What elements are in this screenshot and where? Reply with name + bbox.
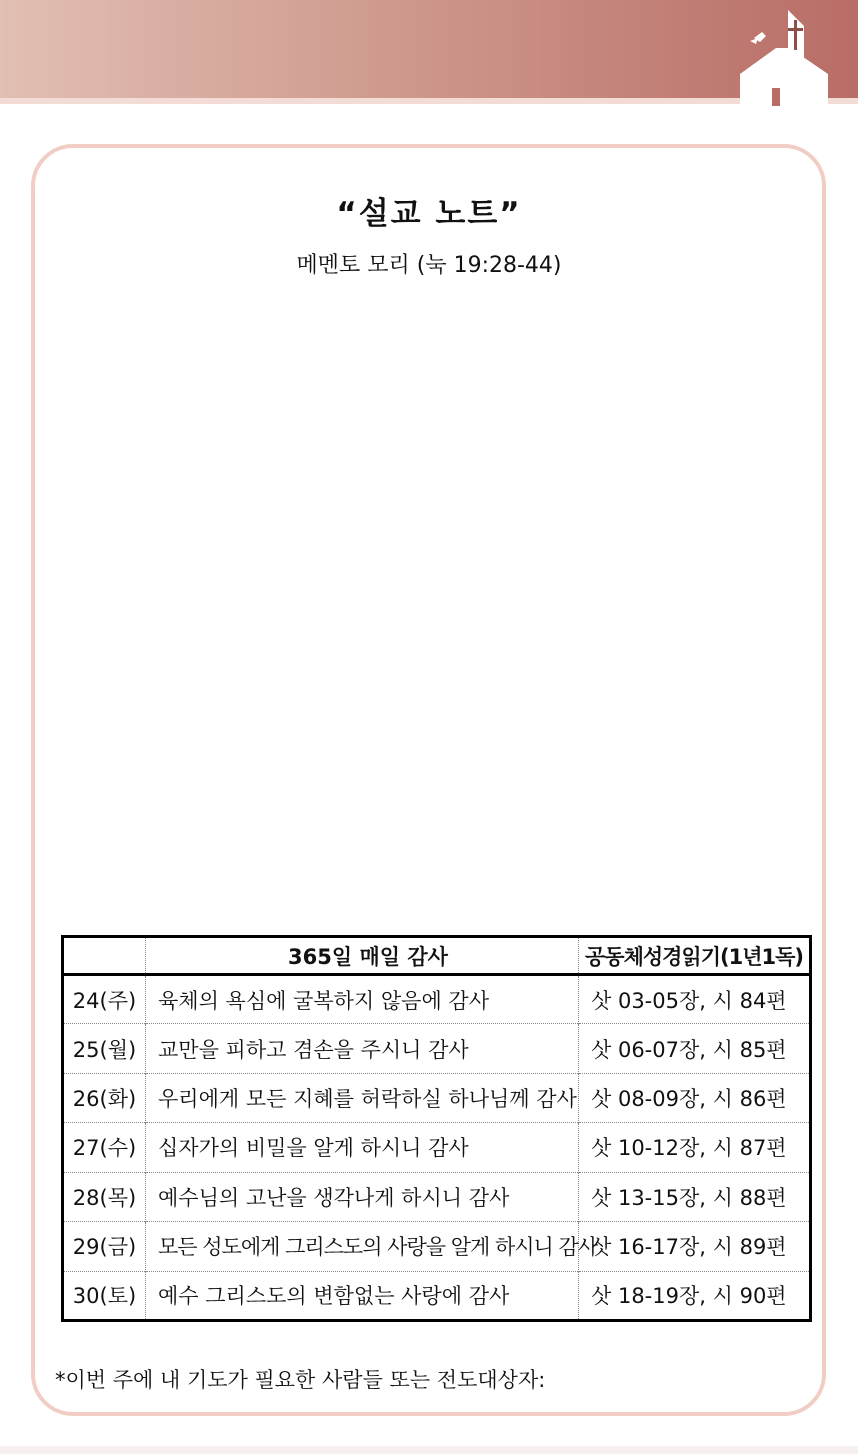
day-cell: 30(토) <box>63 1271 146 1320</box>
thanks-cell: 육체의 욕심에 굴복하지 않음에 감사 <box>146 975 579 1024</box>
weekly-schedule-table <box>61 935 812 1322</box>
footer-divider <box>0 1446 858 1454</box>
header-day <box>63 937 146 975</box>
page-title: “설교 노트” <box>336 196 522 232</box>
reading-cell: 삿 10-12장, 시 87편 <box>579 1123 811 1172</box>
table-row <box>63 1073 811 1122</box>
table-row <box>63 1271 811 1320</box>
thanks-cell: 예수 그리스도의 변함없는 사랑에 감사 <box>146 1271 579 1320</box>
reading-cell: 삿 13-15장, 시 88편 <box>579 1172 811 1221</box>
thanks-cell: 예수님의 고난을 생각나게 하시니 감사 <box>146 1172 579 1221</box>
table-row <box>63 975 811 1024</box>
day-cell: 29(금) <box>63 1222 146 1271</box>
day-cell: 25(월) <box>63 1024 146 1073</box>
reading-cell: 삿 16-17장, 시 89편 <box>579 1222 811 1271</box>
day-cell: 24(주) <box>63 975 146 1024</box>
header-divider <box>0 98 858 104</box>
table-row <box>63 1172 811 1221</box>
day-cell: 26(화) <box>63 1073 146 1122</box>
church-icon <box>736 8 836 106</box>
thanks-cell: 모든 성도에게 그리스도의 사랑을 알게 하시니 감사 <box>146 1222 579 1271</box>
table-row <box>63 1123 811 1172</box>
table-header-row <box>63 937 811 975</box>
sermon-subtitle: 메멘토 모리 (눅 19:28-44) <box>296 253 562 278</box>
header-band <box>0 0 858 104</box>
thanks-cell: 교만을 피하고 겸손을 주시니 감사 <box>146 1024 579 1073</box>
day-cell: 27(수) <box>63 1123 146 1172</box>
reading-cell: 삿 06-07장, 시 85편 <box>579 1024 811 1073</box>
table-row <box>63 1222 811 1271</box>
day-cell: 28(목) <box>63 1172 146 1221</box>
thanks-cell: 십자가의 비밀을 알게 하시니 감사 <box>146 1123 579 1172</box>
reading-cell: 삿 18-19장, 시 90편 <box>579 1271 811 1320</box>
reading-cell: 삿 03-05장, 시 84편 <box>591 988 787 1013</box>
header-reading: 공동체성경읽기(1년1독) <box>579 937 811 975</box>
prayer-prompt: *이번 주에 내 기도가 필요한 사람들 또는 전도대상자: <box>55 1368 546 1392</box>
table-row <box>63 1024 811 1073</box>
thanks-cell: 우리에게 모든 지혜를 허락하실 하나님께 감사 <box>146 1073 579 1122</box>
header-thanks: 365일 매일 감사 <box>146 937 579 975</box>
reading-cell: 삿 08-09장, 시 86편 <box>579 1073 811 1122</box>
